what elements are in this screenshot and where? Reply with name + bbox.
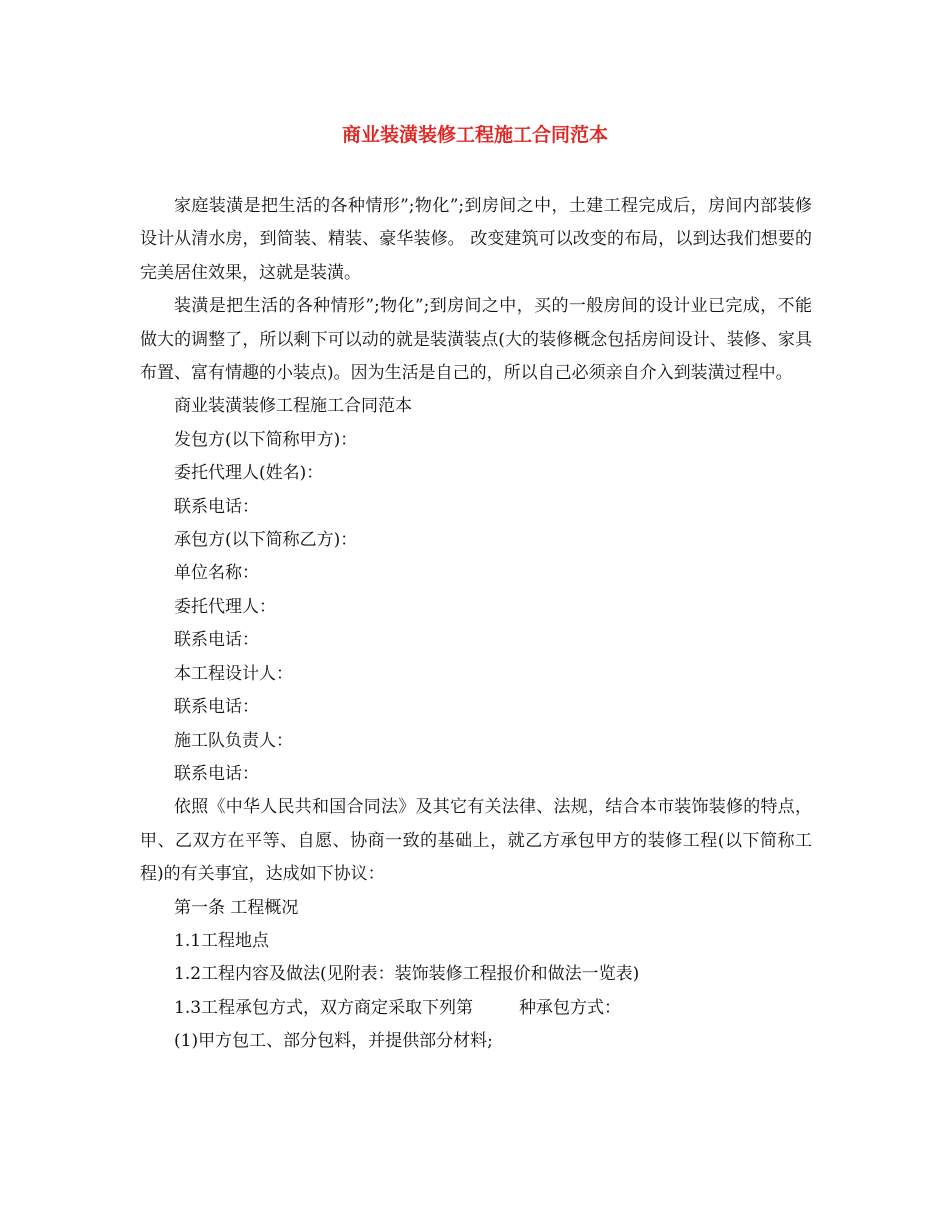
document-title: 商业装潢装修工程施工合同范本 — [341, 124, 608, 146]
article-1-heading: 第一条 工程概况 — [174, 897, 299, 918]
field-company-name: 单位名称： — [174, 563, 259, 584]
field-designer-phone: 联系电话： — [174, 697, 259, 718]
item-1-3 — [140, 992, 812, 1025]
field-team-leader: 施工队负责人： — [174, 730, 293, 751]
item-1-1: 1.1工程地点 — [174, 930, 270, 951]
field-employer-agent: 委托代理人(姓名)： — [174, 463, 324, 484]
contract-title-line: 商业装潢装修工程施工合同范本 — [174, 396, 412, 417]
field-contractor-phone: 联系电话： — [174, 630, 259, 651]
item-1-2: 1.2工程内容及做法(见附表：装饰装修工程报价和做法一览表) — [174, 964, 640, 985]
field-team-leader-phone: 联系电话： — [174, 763, 259, 784]
item-1-3-text-after: 种承包方式： — [519, 997, 622, 1018]
item-1-3-text-before: 1.3工程承包方式，双方商定采取下列第 — [174, 997, 474, 1018]
field-employer-phone: 联系电话： — [174, 496, 259, 517]
agreement-paragraph: 依照《中华人民共和国合同法》及其它有关法律、法规，结合本市装饰装修的特点，甲、乙双方在平等、自愿、协商一致的基础上，就乙方承包甲方的装修工程(以下简称工程)的有关事宜，达成如下协议： — [140, 797, 812, 885]
field-contractor: 承包方(以下简称乙方)： — [174, 530, 358, 551]
field-contractor-agent: 委托代理人： — [174, 596, 276, 617]
document-body — [140, 190, 812, 1059]
field-designer: 本工程设计人： — [174, 663, 293, 684]
intro-paragraph-2: 装潢是把生活的各种情形”;物化”;到房间之中，买的一般房间的设计业已完成，不能做大的调整了，所以剩下可以动的就是装潢装点(大的装修概念包括房间设计、装修、家具布置、富有情趣的小装点)。因为生活是自己的，所以自己必须亲自介入到装潢过程中。 — [140, 296, 812, 384]
intro-paragraph-1: 家庭装潢是把生活的各种情形”;物化”;到房间之中，土建工程完成后，房间内部装修设计从清水房，到简装、精装、豪华装修。 改变建筑可以改变的布局，以到达我们想要的完美居住效果，这就是装潢。 — [140, 196, 812, 283]
option-1: (1)甲方包工、部分包料，并提供部分材料; — [174, 1031, 493, 1052]
field-employer: 发包方(以下简称甲方)： — [174, 429, 358, 450]
